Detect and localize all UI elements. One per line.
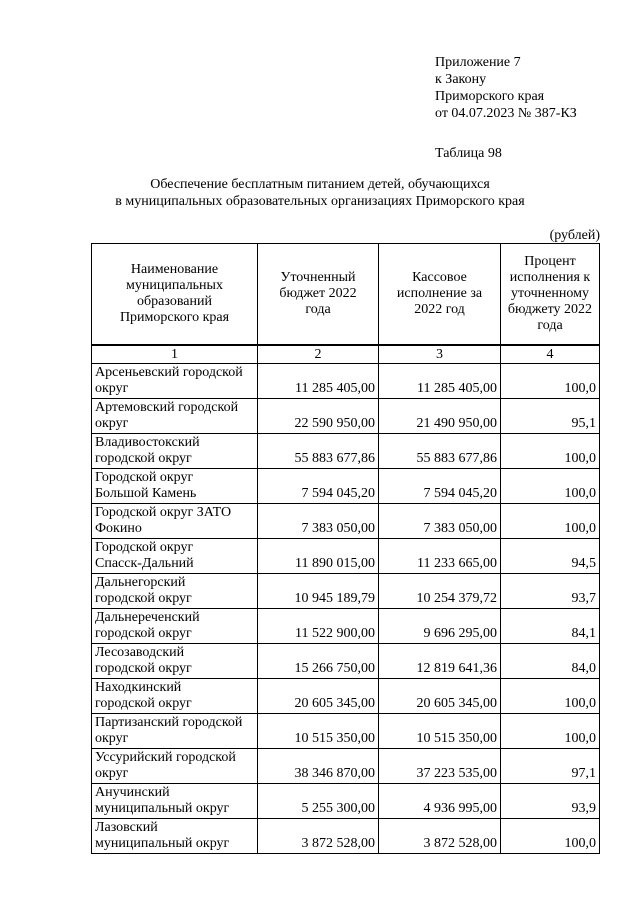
- table-row: [92, 819, 600, 854]
- column-header-percent: Процент исполнения к уточненному бюджету 2022 года: [501, 244, 600, 346]
- municipality-name-line-1: Дальнереченский: [95, 610, 200, 625]
- municipality-name: [92, 539, 258, 574]
- column-number: 2: [258, 345, 379, 364]
- municipality-name-line-2: округ: [95, 731, 129, 746]
- units-label: (рублей): [549, 228, 600, 243]
- percent-cell: 97,1: [501, 749, 600, 784]
- title-line-1: Обеспечение бесплатным питанием детей, обучающихся: [150, 177, 490, 192]
- table-header-row: [92, 244, 600, 346]
- executed-cell: 9 696 295,00: [379, 609, 501, 644]
- municipality-name-line-2: Спасск-Дальний: [95, 556, 194, 571]
- municipality-name-line-2: Фокино: [95, 521, 142, 536]
- percent-cell: 100,0: [501, 679, 600, 714]
- budget-table: [91, 243, 600, 854]
- municipality-name: [92, 644, 258, 679]
- municipality-name: [92, 574, 258, 609]
- municipality-name: [92, 609, 258, 644]
- municipality-name-line-2: округ: [95, 766, 129, 781]
- percent-cell: 100,0: [501, 714, 600, 749]
- municipality-name-line-2: городской округ: [95, 626, 192, 641]
- municipality-name-line-1: Анучинский: [95, 785, 170, 800]
- executed-cell: 4 936 995,00: [379, 784, 501, 819]
- executed-cell: 37 223 535,00: [379, 749, 501, 784]
- table-row: [92, 609, 600, 644]
- municipality-name-line-2: городской округ: [95, 696, 192, 711]
- municipality-name-line-1: Уссурийский городской: [95, 750, 236, 765]
- municipality-name-line-2: городской округ: [95, 451, 192, 466]
- executed-cell: 3 872 528,00: [379, 819, 501, 854]
- municipality-name: [92, 504, 258, 539]
- table-label: Таблица 98: [435, 146, 502, 161]
- column-header-budget: Уточненный бюджет 2022 года: [258, 244, 379, 346]
- municipality-name: [92, 469, 258, 504]
- municipality-name: [92, 819, 258, 854]
- percent-cell: 100,0: [501, 504, 600, 539]
- budget-cell: 3 872 528,00: [258, 819, 379, 854]
- executed-cell: 21 490 950,00: [379, 399, 501, 434]
- table-row: [92, 364, 600, 399]
- percent-cell: 94,5: [501, 539, 600, 574]
- table-row: [92, 434, 600, 469]
- table-row: [92, 574, 600, 609]
- municipality-name-line-2: городской округ: [95, 591, 192, 606]
- table-row: [92, 679, 600, 714]
- budget-cell: 22 590 950,00: [258, 399, 379, 434]
- table-row: [92, 469, 600, 504]
- municipality-name-line-1: Находкинский: [95, 680, 182, 695]
- appendix-line-4: от 04.07.2023 № 387-КЗ: [435, 106, 577, 121]
- column-number: 3: [379, 345, 501, 364]
- appendix-line-1: Приложение 7: [435, 55, 521, 70]
- budget-cell: 38 346 870,00: [258, 749, 379, 784]
- budget-cell: 55 883 677,86: [258, 434, 379, 469]
- appendix-line-3: Приморского края: [435, 89, 545, 104]
- budget-cell: 10 945 189,79: [258, 574, 379, 609]
- table-body: [92, 345, 600, 854]
- column-number: 1: [92, 345, 258, 364]
- executed-cell: 20 605 345,00: [379, 679, 501, 714]
- municipality-name-line-2: городской округ: [95, 661, 192, 676]
- percent-cell: 84,0: [501, 644, 600, 679]
- municipality-name-line-2: округ: [95, 416, 129, 431]
- budget-cell: 7 383 050,00: [258, 504, 379, 539]
- executed-cell: 10 254 379,72: [379, 574, 501, 609]
- municipality-name-line-2: муниципальный округ: [95, 801, 230, 816]
- column-header-executed: Кассовое исполнение за 2022 год: [379, 244, 501, 346]
- municipality-name-line-1: Городской округ: [95, 540, 194, 555]
- table-row: [92, 714, 600, 749]
- municipality-name-line-1: Арсеньевский городской: [95, 365, 243, 380]
- executed-cell: 55 883 677,86: [379, 434, 501, 469]
- executed-cell: 10 515 350,00: [379, 714, 501, 749]
- appendix-line-2: к Закону: [435, 72, 487, 87]
- percent-cell: 93,9: [501, 784, 600, 819]
- percent-cell: 100,0: [501, 364, 600, 399]
- percent-cell: 95,1: [501, 399, 600, 434]
- budget-cell: 5 255 300,00: [258, 784, 379, 819]
- percent-cell: 100,0: [501, 434, 600, 469]
- appendix-header: [435, 54, 577, 122]
- table-row: [92, 784, 600, 819]
- municipality-name-line-1: Владивостокский: [95, 435, 200, 450]
- municipality-name: [92, 784, 258, 819]
- percent-cell: 100,0: [501, 469, 600, 504]
- executed-cell: 11 285 405,00: [379, 364, 501, 399]
- budget-cell: 11 890 015,00: [258, 539, 379, 574]
- executed-cell: 11 233 665,00: [379, 539, 501, 574]
- column-number-row: [92, 345, 600, 364]
- percent-cell: 93,7: [501, 574, 600, 609]
- table-row: [92, 644, 600, 679]
- municipality-name-line-1: Дальнегорский: [95, 575, 186, 590]
- executed-cell: 7 383 050,00: [379, 504, 501, 539]
- budget-cell: 11 522 900,00: [258, 609, 379, 644]
- budget-cell: 11 285 405,00: [258, 364, 379, 399]
- municipality-name-line-2: округ: [95, 381, 129, 396]
- municipality-name-line-1: Лесозаводский: [95, 645, 185, 660]
- executed-cell: 7 594 045,20: [379, 469, 501, 504]
- budget-cell: 20 605 345,00: [258, 679, 379, 714]
- municipality-name: [92, 714, 258, 749]
- municipality-name: [92, 749, 258, 784]
- budget-cell: 10 515 350,00: [258, 714, 379, 749]
- table-row: [92, 539, 600, 574]
- document-title: [70, 176, 570, 210]
- budget-cell: 7 594 045,20: [258, 469, 379, 504]
- municipality-name: [92, 399, 258, 434]
- table-row: [92, 504, 600, 539]
- column-header-name: Наименование муниципальных образований Приморского края: [92, 244, 258, 346]
- municipality-name-line-2: муниципальный округ: [95, 836, 230, 851]
- municipality-name-line-1: Лазовский: [95, 820, 158, 835]
- municipality-name: [92, 364, 258, 399]
- municipality-name: [92, 434, 258, 469]
- municipality-name-line-1: Артемовский городской: [95, 400, 239, 415]
- title-line-2: в муниципальных образовательных организациях Приморского края: [115, 194, 525, 209]
- executed-cell: 12 819 641,36: [379, 644, 501, 679]
- municipality-name-line-1: Партизанский городской: [95, 715, 243, 730]
- municipality-name: [92, 679, 258, 714]
- municipality-name-line-2: Большой Камень: [95, 486, 197, 501]
- municipality-name-line-1: Городской округ: [95, 470, 194, 485]
- column-number: 4: [501, 345, 600, 364]
- municipality-name-line-1: Городской округ ЗАТО: [95, 505, 232, 520]
- percent-cell: 100,0: [501, 819, 600, 854]
- table-row: [92, 749, 600, 784]
- budget-cell: 15 266 750,00: [258, 644, 379, 679]
- table-row: [92, 399, 600, 434]
- percent-cell: 84,1: [501, 609, 600, 644]
